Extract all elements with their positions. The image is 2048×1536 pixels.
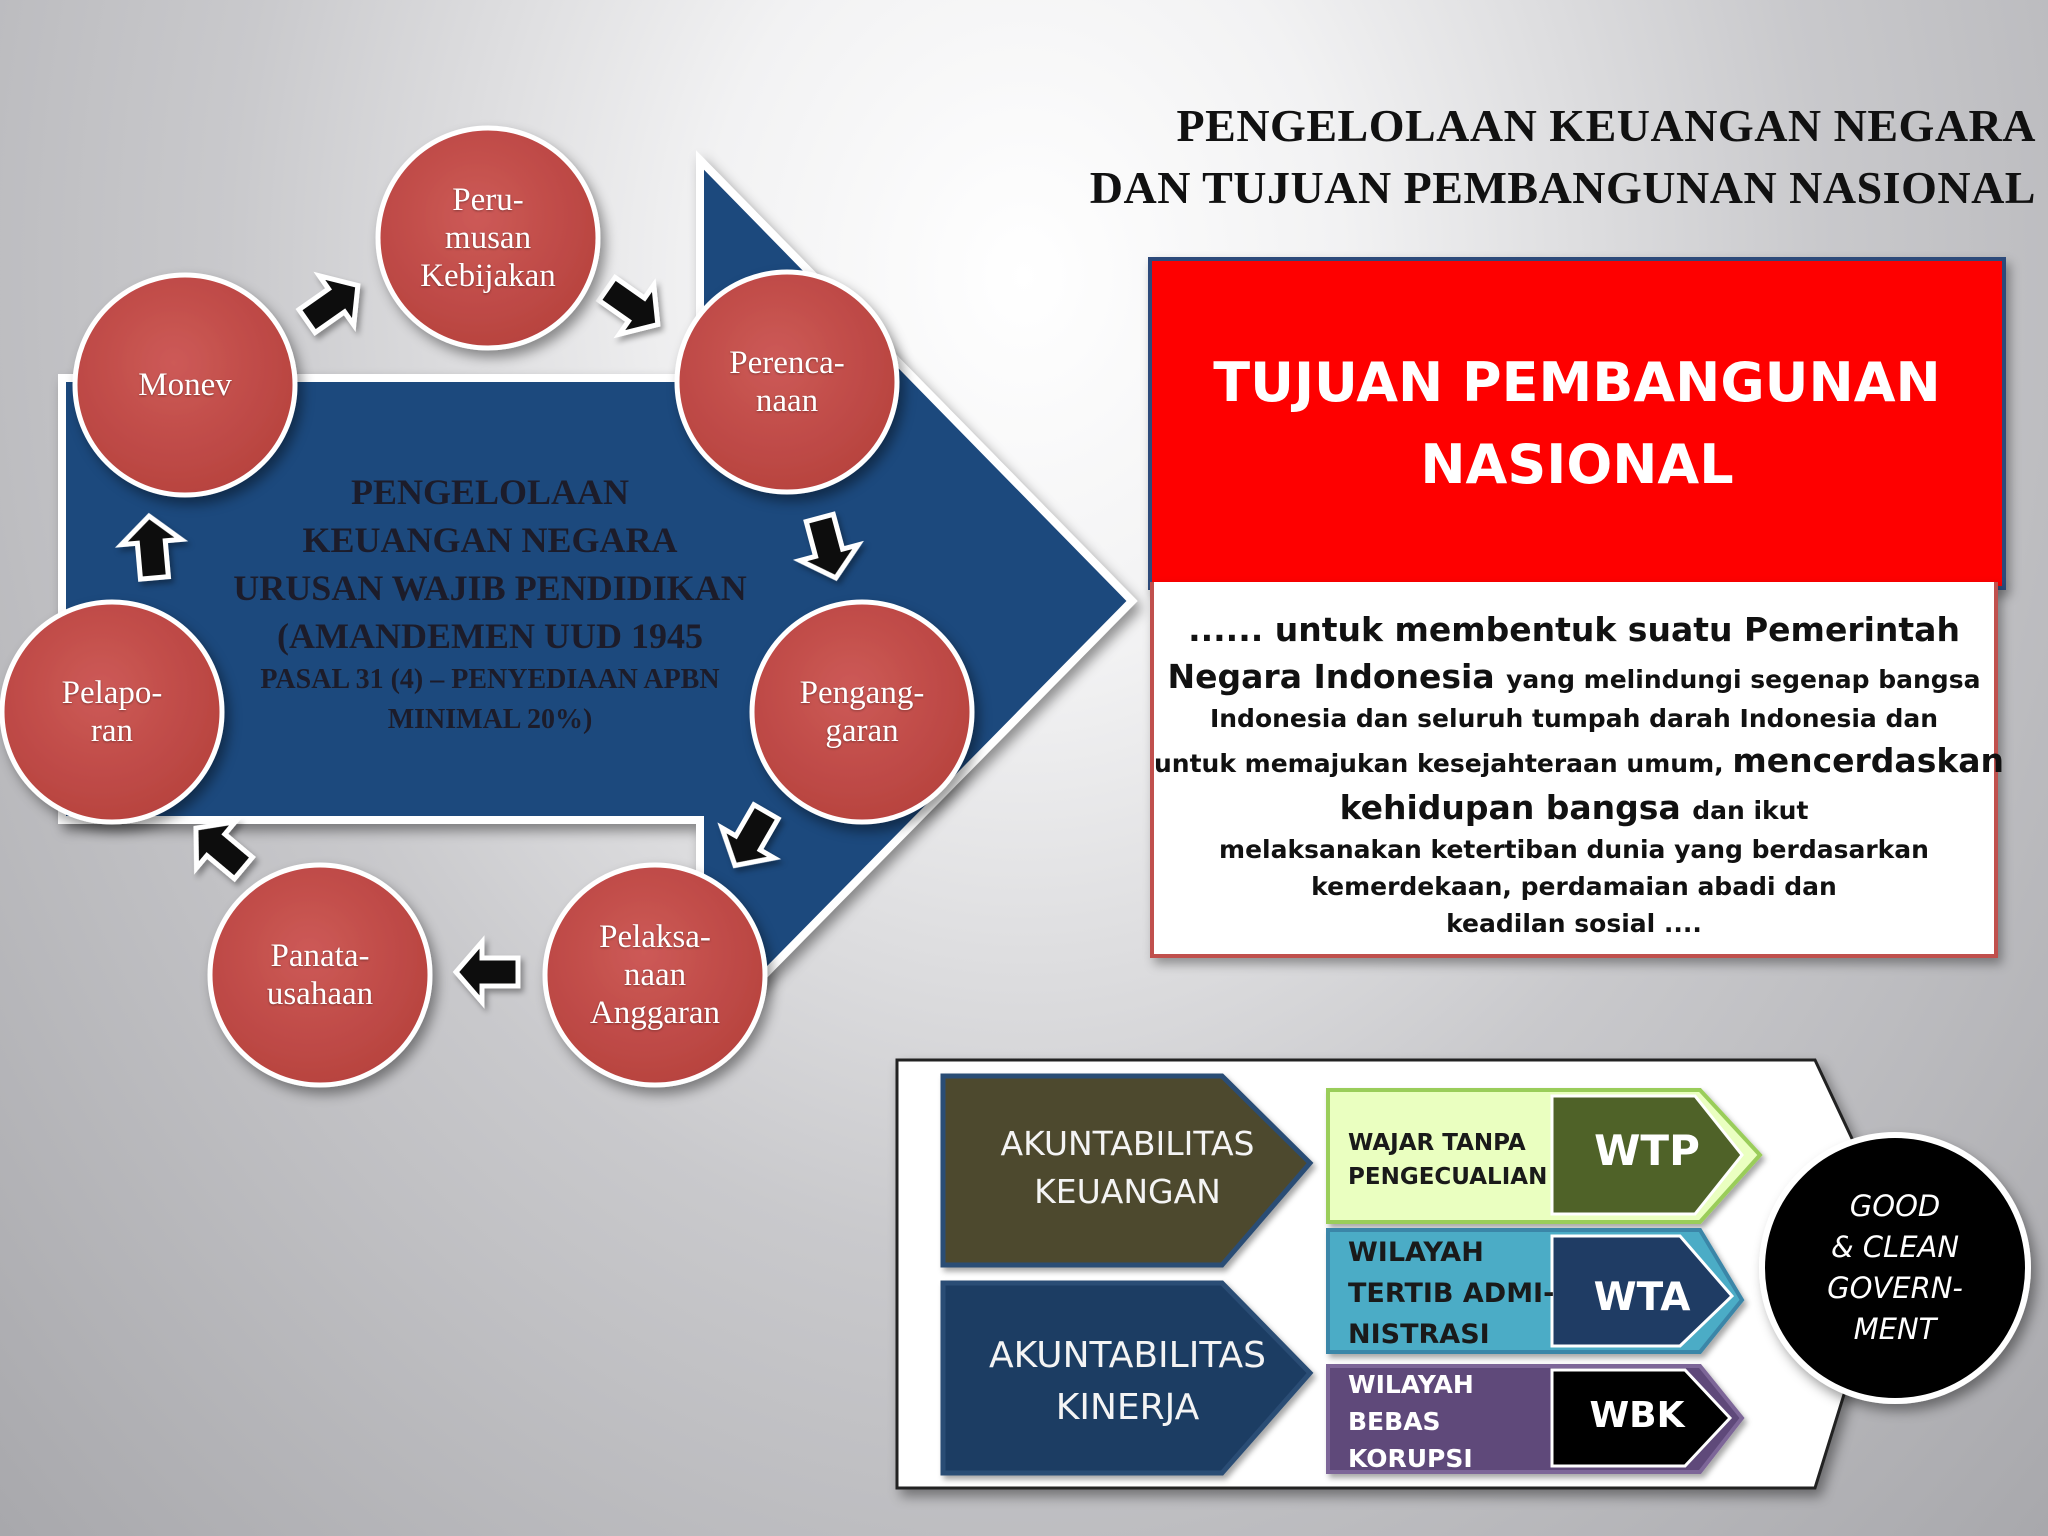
label-pelaporan: Pelapo- ran: [61, 675, 163, 749]
wbk-badge: WBK: [1589, 1395, 1685, 1436]
cycle-arrow-1: [290, 261, 375, 346]
goal-header-line-1: TUJUAN PEMBANGUNAN: [1213, 350, 1941, 414]
goal-text-4a: untuk memajukan kesejahteraan umum,: [1154, 749, 1733, 778]
goal-text-6: melaksanakan ketertiban dunia yang berdasarkan: [1219, 835, 1929, 864]
wbk-label: WILAYAH BEBAS KORUPSI: [1348, 1370, 1474, 1473]
center-line-1: PENGELOLAAN: [350, 472, 630, 512]
goal-header-line-2: NASIONAL: [1420, 432, 1734, 496]
label-perencanaan: Perenca- naan: [729, 345, 845, 419]
center-line-3: URUSAN WAJIB PENDIDIKAN: [233, 568, 747, 608]
goal-text-8: keadilan sosial ....: [1446, 909, 1702, 938]
wta-badge: WTA: [1593, 1275, 1691, 1320]
goal-body-box: [1150, 582, 2005, 958]
goal-text-2b: yang melindungi segenap bangsa: [1506, 665, 1981, 694]
finance-accountability-label: AKUNTABILITAS KEUANGAN: [1000, 1124, 1255, 1211]
label-penatausahaan: Panata- usahaan: [266, 938, 374, 1012]
wtp-badge: WTP: [1594, 1126, 1700, 1175]
cycle-arrow-5: [456, 942, 518, 1002]
performance-accountability-label: AKUNTABILITAS KINERJA: [988, 1335, 1267, 1428]
label-perumusan-kebijakan: Peru- musan Kebijakan: [420, 182, 556, 294]
goal-text-1b: Pemerintah: [1743, 610, 1960, 649]
goal-text-7: kemerdekaan, perdamaian abadi dan: [1311, 872, 1837, 901]
center-line-5: PASAL 31 (4) – PENYEDIAAN APBN: [260, 664, 720, 695]
title-line-1: PENGELOLAAN KEUANGAN NEGARA: [1176, 100, 2036, 151]
goal-text-1a: ...... untuk membentuk suatu: [1188, 610, 1744, 649]
page-title: [936, 95, 2036, 219]
center-line-4: (AMANDEMEN UUD 1945: [277, 616, 703, 656]
title-line-2: DAN TUJUAN PEMBANGUNAN NASIONAL: [1089, 162, 2036, 213]
good-governance-label: GOOD & CLEAN GOVERN- MENT: [1827, 1189, 1963, 1346]
wta-label: WILAYAH TERTIB ADMI- NISTRASI: [1348, 1237, 1555, 1350]
center-line-2: KEUANGAN NEGARA: [302, 520, 678, 560]
label-penganggaran: Pengang- garan: [799, 675, 925, 749]
goal-header-box: [1148, 257, 2006, 590]
label-monev: Monev: [138, 367, 232, 403]
goal-text-2a: Negara Indonesia: [1167, 657, 1507, 696]
center-line-6: MINIMAL 20%): [387, 704, 593, 735]
goal-text-4b: mencerdaskan: [1732, 741, 2005, 780]
goal-text-5a: kehidupan bangsa: [1339, 788, 1693, 827]
arrow-center-text: [190, 468, 790, 740]
goal-text-5b: dan ikut: [1692, 796, 1809, 825]
wtp-label: WAJAR TANPA PENGECUALIAN: [1348, 1130, 1548, 1190]
label-pelaksanaan-anggaran: Pelaksa- naan Anggaran: [589, 919, 721, 1031]
cycle-arrow-2: [590, 264, 675, 349]
goal-text-3: Indonesia dan seluruh tumpah darah Indonesia dan: [1209, 704, 1939, 733]
